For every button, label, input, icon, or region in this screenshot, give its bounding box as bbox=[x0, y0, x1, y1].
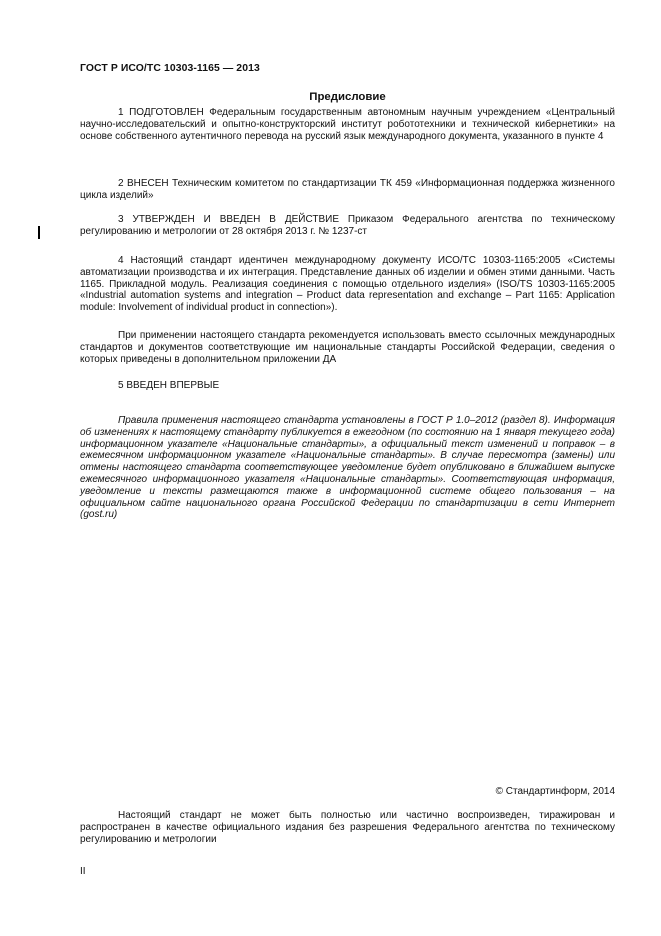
paragraph-first-introduced: 5 ВВЕДЕН ВПЕРВЫЕ bbox=[118, 380, 220, 391]
paragraph-prepared: 1 ПОДГОТОВЛЕН Федеральным государственным автономным научным учреждением «Центральный научно-исследовательский и опытно-конструкторский институт робототехники и технической кибернетики» на основе собственного аутентичного перевода на русский язык международного документа, указанного в пункте 4 bbox=[80, 107, 615, 142]
paragraph-submitted: 2 ВНЕСЕН Техническим комитетом по стандартизации ТК 459 «Информационная поддержка жизненного цикла изделий» bbox=[80, 178, 615, 201]
standard-header: ГОСТ Р ИСО/ТС 10303-1165 — 2013 bbox=[80, 63, 260, 74]
paragraph-approved: 3 УТВЕРЖДЕН И ВВЕДЕН В ДЕЙСТВИЕ Приказом Федерального агентства по техническому регулированию и метрологии от 28 октября 2013 г. № 1237-ст bbox=[80, 214, 615, 237]
rules-notice: Правила применения настоящего стандарта установлены в ГОСТ Р 1.0–2012 (раздел 8). Информация об изменениях к настоящему стандарту публикуется в ежегодном (по состоянию на 1 января текущего года) информационном указателе «Национальные стандарты», а официальный текст изменений и поправок – в ежемесячном информационном указателе «Национальные стандарты». В случае пересмотра (замены) или отмены настоящего стандарта соответствующее уведомление будет опубликовано в ближайшем выпуске ежемесячного информационного указателя «Национальные стандарты». Соответствующая информация, уведомление и тексты размещаются также в информационной системе общего пользования – на официальном сайте национального органа Российской Федерации по стандартизации в сети Интернет (gost.ru) bbox=[80, 415, 615, 521]
paragraph-identical: 4 Настоящий стандарт идентичен международному документу ИСО/ТС 10303-1165:2005 «Системы автоматизации производства и их интеграция. Представление данных об изделии и обмен этими данными. Часть 1165. Прикладной модуль. Реализация соединения с помощью отдельного изделия» (ISO/TS 10303-1165:2005 «Industrial automation systems and integration – Product data representation and exchange – Part 1165: Application module: Involvement of individual product in connection»). bbox=[80, 255, 615, 314]
page-number: II bbox=[80, 866, 86, 877]
copyright-notice: © Стандартинформ, 2014 bbox=[495, 786, 615, 797]
paragraph-application: При применении настоящего стандарта рекомендуется использовать вместо ссылочных международных стандартов и документов соответствующие им национальные стандарты Российской Федерации, сведения о которых приведены в дополнительном приложении ДА bbox=[80, 330, 615, 365]
reproduction-notice: Настоящий стандарт не может быть полностью или частично воспроизведен, тиражирован и распространен в качестве официального издания без разрешения Федерального агентства по техническому регулированию и метрологии bbox=[80, 810, 615, 845]
change-margin-bar bbox=[38, 226, 40, 239]
page-title: Предисловие bbox=[309, 91, 386, 103]
